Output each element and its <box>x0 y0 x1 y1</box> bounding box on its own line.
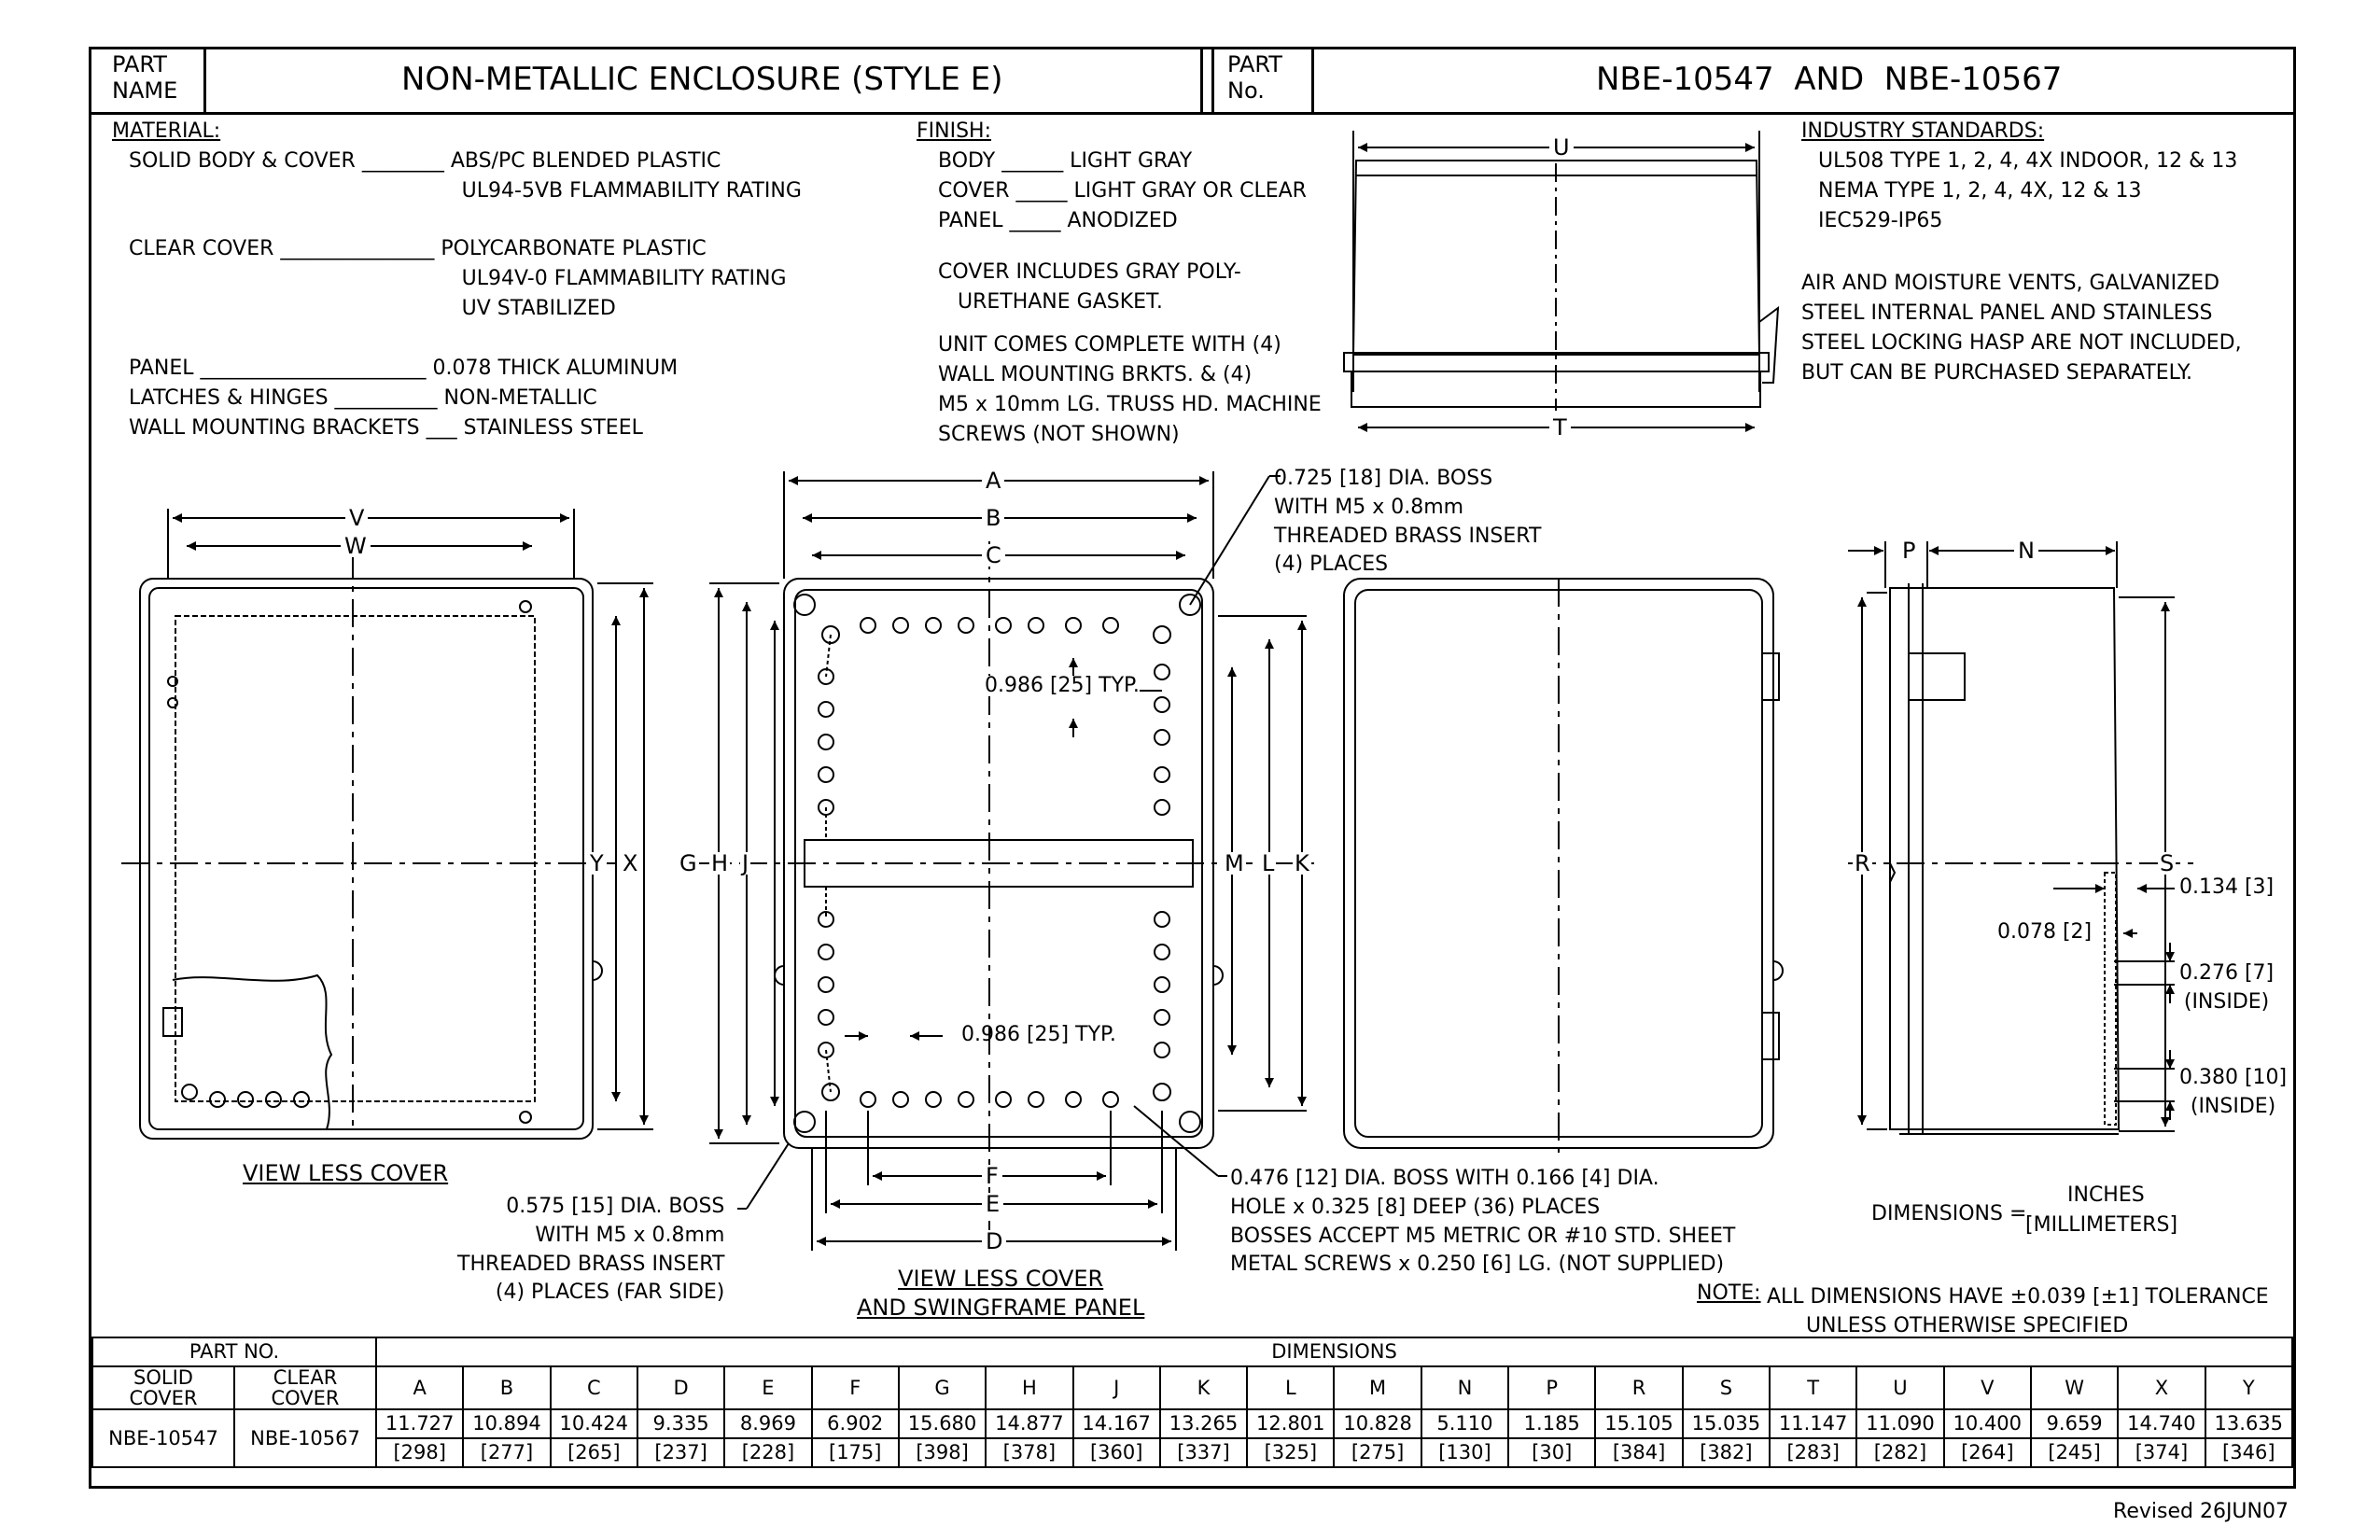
side-view-right <box>1848 538 2193 1134</box>
dim-label-j: J <box>742 850 749 876</box>
inches-value-a: 11.727 <box>376 1409 463 1438</box>
mm-value-j: [360] <box>1073 1438 1160 1467</box>
cover-front-view <box>1344 579 1783 1153</box>
column-header-c: C <box>551 1366 637 1409</box>
dim-label-r: R <box>1855 850 1870 876</box>
dimension-table <box>91 1337 2293 1468</box>
finish-line: BODY ______ LIGHT GRAY <box>938 149 1193 173</box>
dim-label-s: S <box>2160 850 2175 876</box>
clear-cover-header: CLEAR COVER <box>234 1366 376 1409</box>
dim-label-g: G <box>679 850 697 876</box>
dim-label-e: E <box>982 1193 1003 1215</box>
inches-value-s: 15.035 <box>1683 1409 1770 1438</box>
mm-row <box>92 1438 2292 1467</box>
dim-078: 0.078 [2] <box>1997 920 2093 944</box>
dim-label-u: U <box>1549 136 1574 159</box>
units-label: DIMENSIONS = <box>1871 1202 2027 1225</box>
material-line: PANEL ______________________ 0.078 THICK ALUMINUM <box>129 357 679 380</box>
unit-note: UNIT COMES COMPLETE WITH (4) WALL MOUNTING BRKTS. & (4) M5 x 10mm LG. TRUSS HD. MACHINE SCREWS (NOT SHOWN) <box>938 333 1322 446</box>
mm-value-w: [245] <box>2031 1438 2118 1467</box>
column-header-v: V <box>1944 1366 2031 1409</box>
mm-value-x: [374] <box>2118 1438 2205 1467</box>
typ-986-top: 0.986 [25] TYP. <box>985 674 1140 697</box>
part-name: NON-METALLIC ENCLOSURE (STYLE E) <box>401 61 1003 98</box>
inches-value-m: 10.828 <box>1334 1409 1421 1438</box>
mm-value-f: [175] <box>812 1438 899 1467</box>
material-line: SOLID BODY & COVER ________ ABS/PC BLENDED PLASTIC <box>129 149 721 173</box>
column-header-m: M <box>1334 1366 1421 1409</box>
column-header-s: S <box>1683 1366 1770 1409</box>
mm-value-p: [30] <box>1508 1438 1595 1467</box>
mm-value-h: [378] <box>986 1438 1072 1467</box>
solid-cover-header: SOLID COVER <box>92 1366 234 1409</box>
inches-value-g: 15.680 <box>899 1409 986 1438</box>
inches-value-f: 6.902 <box>812 1409 899 1438</box>
inches-row <box>92 1409 2292 1438</box>
column-header-w: W <box>2031 1366 2118 1409</box>
mm-value-n: [130] <box>1421 1438 1508 1467</box>
material-line: UL94-5VB FLAMMABILITY RATING <box>129 179 802 203</box>
revised-date: Revised 26JUN07 <box>2113 1500 2289 1523</box>
inches-value-x: 14.740 <box>2118 1409 2205 1438</box>
mm-value-v: [264] <box>1944 1438 2031 1467</box>
inches-value-l: 12.801 <box>1247 1409 1334 1438</box>
standards-line: NEMA TYPE 1, 2, 4, 4X, 12 & 13 <box>1818 179 2142 203</box>
note-text: ALL DIMENSIONS HAVE ±0.039 [±1] TOLERANCE UNLESS OTHERWISE SPECIFIED <box>1767 1285 2269 1337</box>
column-header-j: J <box>1073 1366 1160 1409</box>
view-less-cover-panel-title: VIEW LESS COVER AND SWINGFRAME PANEL <box>857 1266 1145 1322</box>
view-less-cover <box>121 509 653 1139</box>
material-title: MATERIAL: <box>112 119 221 143</box>
material-line: LATCHES & HINGES __________ NON-METALLIC <box>129 386 597 410</box>
column-header-p: P <box>1508 1366 1595 1409</box>
inches-value-b: 10.894 <box>463 1409 550 1438</box>
column-header-e: E <box>724 1366 811 1409</box>
dim-label-d: D <box>982 1230 1006 1253</box>
inches-value-t: 11.147 <box>1770 1409 1856 1438</box>
typ-986-bottom: 0.986 [25] TYP. <box>961 1023 1116 1046</box>
standards-line: IEC529-IP65 <box>1818 209 1943 232</box>
inches-value-n: 5.110 <box>1421 1409 1508 1438</box>
part-no-label: PART No. <box>1227 51 1282 104</box>
mm-value-k: [337] <box>1160 1438 1247 1467</box>
gasket-note: COVER INCLUDES GRAY POLY- URETHANE GASKET. <box>938 260 1241 314</box>
column-header-row <box>92 1366 2292 1409</box>
mm-value-l: [325] <box>1247 1438 1334 1467</box>
column-header-h: H <box>986 1366 1072 1409</box>
inches-value-v: 10.400 <box>1944 1409 2031 1438</box>
column-header-t: T <box>1770 1366 1856 1409</box>
mm-value-r: [384] <box>1595 1438 1682 1467</box>
mm-value-e: [228] <box>724 1438 811 1467</box>
clear-part-number: NBE-10567 <box>234 1409 376 1467</box>
standards-line: UL508 TYPE 1, 2, 4, 4X INDOOR, 12 & 13 <box>1818 149 2238 173</box>
dim-label-c: C <box>982 544 1005 567</box>
inches-value-e: 8.969 <box>724 1409 811 1438</box>
inches-value-c: 10.424 <box>551 1409 637 1438</box>
dim-label-m: M <box>1225 850 1244 876</box>
dim-label-f: F <box>982 1165 1002 1187</box>
inches-value-d: 9.335 <box>637 1409 724 1438</box>
dim-label-y: Y <box>590 850 604 876</box>
mm-value-y: [346] <box>2205 1438 2292 1467</box>
mm-value-s: [382] <box>1683 1438 1770 1467</box>
units-mm: [MILLIMETERS] <box>2025 1213 2178 1237</box>
boss-725-callout: 0.725 [18] DIA. BOSS WITH M5 x 0.8mm THREADED BRASS INSERT (4) PLACES <box>1274 467 1542 577</box>
inches-value-p: 1.185 <box>1508 1409 1595 1438</box>
boss-575-callout: 0.575 [15] DIA. BOSS WITH M5 x 0.8mm THREADED BRASS INSERT (4) PLACES (FAR SIDE) <box>457 1195 725 1305</box>
side-view-top <box>1344 131 1778 427</box>
mm-value-b: [277] <box>463 1438 550 1467</box>
dim-label-b: B <box>982 507 1004 529</box>
mm-value-m: [275] <box>1334 1438 1421 1467</box>
finish-line: COVER _____ LIGHT GRAY OR CLEAR <box>938 179 1307 203</box>
part-no: NBE-10547 AND NBE-10567 <box>1596 61 2063 98</box>
mm-value-t: [283] <box>1770 1438 1856 1467</box>
column-header-d: D <box>637 1366 724 1409</box>
material-line: WALL MOUNTING BRACKETS ___ STAINLESS STEEL <box>129 416 643 440</box>
inches-value-r: 15.105 <box>1595 1409 1682 1438</box>
part-no-header: PART NO. <box>92 1337 376 1366</box>
column-header-b: B <box>463 1366 550 1409</box>
column-header-f: F <box>812 1366 899 1409</box>
finish-line: PANEL _____ ANODIZED <box>938 209 1178 232</box>
inches-value-u: 11.090 <box>1856 1409 1943 1438</box>
column-header-a: A <box>376 1366 463 1409</box>
column-header-y: Y <box>2205 1366 2292 1409</box>
column-header-u: U <box>1856 1366 1943 1409</box>
boss-476-callout: 0.476 [12] DIA. BOSS WITH 0.166 [4] DIA. HOLE x 0.325 [8] DEEP (36) PLACES BOSSES ACCEPT M5 METRIC OR #10 STD. SHEET METAL SCREWS x 0.250 [6] LG. (NOT SUPPLIED) <box>1230 1167 1736 1277</box>
units-inches: INCHES <box>2067 1183 2145 1207</box>
view-less-cover-title: VIEW LESS COVER <box>243 1160 449 1186</box>
inches-value-k: 13.265 <box>1160 1409 1247 1438</box>
dim-label-v: V <box>345 507 368 529</box>
mm-value-u: [282] <box>1856 1438 1943 1467</box>
inches-value-y: 13.635 <box>2205 1409 2292 1438</box>
dim-label-a: A <box>982 469 1004 492</box>
dim-276: 0.276 [7] (INSIDE) <box>2179 961 2275 1014</box>
part-name-label: PART NAME <box>112 51 178 104</box>
column-header-r: R <box>1595 1366 1682 1409</box>
dimensions-header: DIMENSIONS <box>376 1337 2292 1366</box>
dim-label-h: H <box>711 850 729 876</box>
dim-label-w: W <box>341 535 371 557</box>
dim-134: 0.134 [3] <box>2179 875 2275 899</box>
column-header-k: K <box>1160 1366 1247 1409</box>
mm-value-c: [265] <box>551 1438 637 1467</box>
dim-label-l: L <box>1262 850 1275 876</box>
inches-value-h: 14.877 <box>986 1409 1072 1438</box>
note-label: NOTE: <box>1697 1281 1761 1305</box>
inches-value-w: 9.659 <box>2031 1409 2118 1438</box>
finish-title: FINISH: <box>917 119 992 143</box>
dim-label-p: P <box>1902 538 1916 564</box>
mm-value-d: [237] <box>637 1438 724 1467</box>
column-header-l: L <box>1247 1366 1334 1409</box>
dim-label-t: T <box>1549 416 1571 439</box>
solid-part-number: NBE-10547 <box>92 1409 234 1467</box>
column-header-g: G <box>899 1366 986 1409</box>
material-line: CLEAR COVER _______________ POLYCARBONATE PLASTIC <box>129 237 707 260</box>
dim-380: 0.380 [10] (INSIDE) <box>2179 1066 2288 1118</box>
dim-label-x: X <box>623 850 638 876</box>
standards-note: AIR AND MOISTURE VENTS, GALVANIZED STEEL INTERNAL PANEL AND STAINLESS STEEL LOCKING HASP ARE NOT INCLUDED, BUT CAN BE PURCHASED SEPARATELY. <box>1801 272 2242 385</box>
inches-value-j: 14.167 <box>1073 1409 1160 1438</box>
column-header-n: N <box>1421 1366 1508 1409</box>
material-line: UL94V-0 FLAMMABILITY RATING <box>129 267 787 290</box>
standards-title: INDUSTRY STANDARDS: <box>1801 119 2045 143</box>
material-line: UV STABILIZED <box>129 297 616 320</box>
mm-value-a: [298] <box>376 1438 463 1467</box>
mm-value-g: [398] <box>899 1438 986 1467</box>
dim-label-k: K <box>1295 850 1309 876</box>
column-header-x: X <box>2118 1366 2205 1409</box>
dim-label-n: N <box>2014 539 2038 562</box>
